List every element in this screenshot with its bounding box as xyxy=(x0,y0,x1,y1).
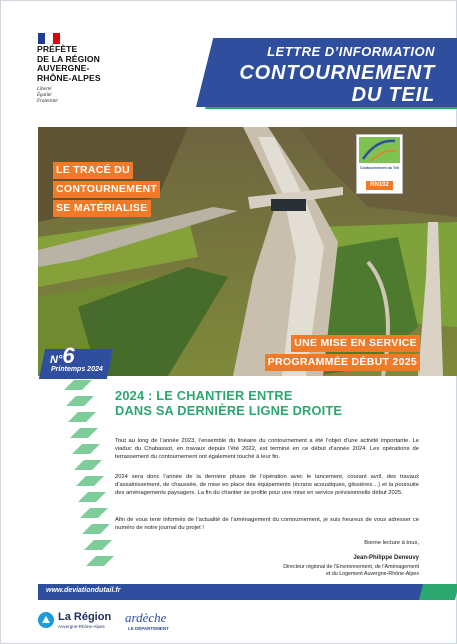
logo-title: Contournement du Teil xyxy=(359,166,400,170)
ardeche-logo-subtitle: LE DÉPARTEMENT xyxy=(128,626,169,631)
republic-motto: Liberté Égalité Fraternité xyxy=(37,87,58,104)
french-flag-icon xyxy=(38,33,60,44)
issue-number: N°6 xyxy=(50,343,75,368)
newsletter-title-line1: CONTOURNEMENT xyxy=(239,62,435,84)
region-logo-icon xyxy=(38,612,54,628)
website-link[interactable]: www.deviationdutail.fr xyxy=(46,587,121,594)
region-logo-subtitle: Auvergne-Rhône-Alpes xyxy=(58,624,105,629)
signatory-name: Jean-Philippe Deneuvy xyxy=(353,555,419,561)
newsletter-kicker: LETTRE D’INFORMATION xyxy=(267,44,435,59)
issue-season: Printemps 2024 xyxy=(51,366,103,373)
signatory-title: Directeur régional de l’Environnement, de l’Aménagement et du Logement Auvergne-Rhône-Alpes xyxy=(283,564,419,577)
newsletter-title-line2: DU TEIL xyxy=(351,84,435,106)
region-logo-name: La Région xyxy=(58,611,112,623)
article-paragraph-2: 2024 sera donc l’année de la dernière phase de l’opération avec le lancement, courant avril, des travaux d’assainissement, de chaussée, de mise en place des équipements (écrans acoustiques, glissières…) et la poursuite des aménagements paysagers. La fin du chantier se profile pour une mise en service prévisionnelle début 2025. xyxy=(115,474,419,497)
footer-green-accent xyxy=(419,584,457,600)
ardeche-logo-name: ardèche xyxy=(125,610,167,625)
article-paragraph-1: Tout au long de l’année 2023, l’ensemble du linéaire du contournement a été l’objet d’une activité importante. Le viaduc du Chabassot, en travaux depuis l’été 2022, est terminé en ce début d’année 2024. Les opérations de terrassement du contournement ont également touché à leur fin. xyxy=(115,438,419,461)
prefecture-name: PRÉFÈTE DE LA RÉGION AUVERGNE- RHÔNE-ALPES xyxy=(37,44,101,83)
headline-opening: UNE MISE EN SERVICE PROGRAMMÉE DÉBUT 2025 xyxy=(265,335,420,373)
article-heading: 2024 : LE CHANTIER ENTRE DANS SA DERNIÈRE LIGNE DROITE xyxy=(115,388,343,418)
headline-route: LE TRACÉ DU CONTOURNEMENT SE MATÉRIALISE xyxy=(53,162,160,219)
closing-line: Bonne lecture à tous, xyxy=(364,540,419,546)
logo-road-badge: RN102 xyxy=(366,181,393,190)
project-logo xyxy=(356,134,403,194)
project-map-icon xyxy=(357,135,402,165)
article-paragraph-3: Afin de vous tenir informés de l’actualité de l’aménagement du contournement, je suis heureux de vous adresser ce numéro de notre journal du projet ! xyxy=(115,517,419,532)
